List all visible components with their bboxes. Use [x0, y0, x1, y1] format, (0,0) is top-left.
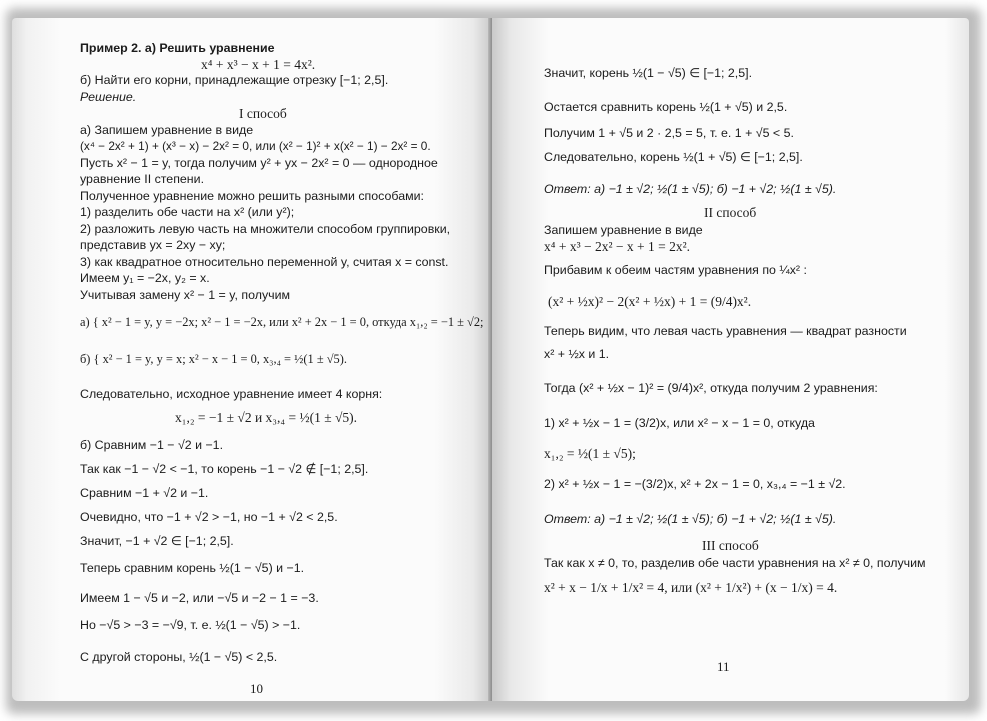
text-line: Но −√5 > −3 = −√9, т. е. ½(1 − √5) > −1. — [80, 618, 301, 632]
section-heading: III способ — [702, 538, 759, 553]
text-line: Очевидно, что −1 + √2 > −1, но −1 + √2 < 2,5. — [80, 510, 338, 524]
text-line: 2) x² + ½x − 1 = −(3/2)x, x² + 2x − 1 = 0, x₃,₄ = −1 ± √2. — [544, 477, 846, 491]
right-page — [492, 18, 969, 701]
text-line: Пусть x² − 1 = y, тогда получим y² + yx − 2x² = 0 — однородное — [80, 156, 438, 170]
text-line: Тогда (x² + ½x − 1)² = (9/4)x², откуда получим 2 уравнения: — [544, 381, 878, 395]
text-line: 1) x² + ½x − 1 = (3/2)x, или x² − x − 1 = 0, откуда — [544, 416, 815, 430]
example-title: Пример 2. а) Решить уравнение — [80, 41, 275, 55]
roots-line: x₁,₂ = −1 ± √2 и x₃,₄ = ½(1 ± √5). — [175, 410, 358, 425]
equation-line: x² + x − 1/x + 1/x² = 4, или (x² + 1/x²) + (x − 1/x) = 4. — [544, 580, 838, 595]
equation-line: (x⁴ − 2x² + 1) + (x³ − x) − 2x² = 0, или (x² − 1)² + x(x² − 1) − 2x² = 0. — [80, 139, 431, 153]
roots-line: x₁,₂ = ½(1 ± √5); — [544, 446, 636, 461]
page-number: 10 — [250, 681, 263, 696]
text-line: Следовательно, корень ½(1 + √5) ∈ [−1; 2,5]. — [544, 150, 803, 164]
text-line: Учитывая замену x² − 1 = y, получим — [80, 288, 291, 302]
text-line: Теперь сравним корень ½(1 − √5) и −1. — [80, 561, 305, 575]
text-line: 1) разделить обе части на x² (или y²); — [80, 205, 295, 219]
text-line: Сравним −1 + √2 и −1. — [80, 486, 209, 500]
text-line: Прибавим к обеим частям уравнения по ¼x² : — [544, 263, 807, 277]
text-line: Полученное уравнение можно решить разными способами: — [80, 189, 424, 203]
text-line: б) Найти его корни, принадлежащие отрезку [−1; 2,5]. — [80, 73, 389, 87]
equation-line: x⁴ + x³ − 2x² − x + 1 = 2x². — [544, 239, 691, 254]
answer-line: Ответ: а) −1 ± √2; ½(1 ± √5); б) −1 + √2; ½(1 ± √5). — [544, 182, 837, 196]
text-line: Следовательно, исходное уравнение имеет 4 корня: — [80, 387, 383, 401]
text-line: Имеем y₁ = −2x, y₂ = x. — [80, 271, 210, 285]
text-line: 2) разложить левую часть на множители способом группировки, — [80, 222, 451, 236]
text-line: Значит, корень ½(1 − √5) ∈ [−1; 2,5]. — [544, 66, 753, 80]
text-line: Так как −1 − √2 < −1, то корень −1 − √2 ∉ [−1; 2,5]. — [80, 462, 369, 476]
text-line: а) Запишем уравнение в виде — [80, 123, 254, 137]
system-a: а) { x² − 1 = y, y = −2x; x² − 1 = −2x, или x² + 2x − 1 = 0, откуда x₁,₂ = −1 ± √2; — [80, 315, 484, 329]
left-page — [12, 18, 492, 701]
text-line: уравнение II степени. — [80, 172, 205, 186]
page-number: 11 — [717, 659, 730, 674]
text-line: Запишем уравнение в виде — [544, 223, 703, 237]
text-line: Значит, −1 + √2 ∈ [−1; 2,5]. — [80, 534, 234, 548]
equation-line: (x² + ½x)² − 2(x² + ½x) + 1 = (9/4)x². — [548, 294, 752, 309]
text-line: x² + ½x и 1. — [544, 347, 610, 361]
text-line: б) Сравним −1 − √2 и −1. — [80, 438, 224, 452]
text-line: Имеем 1 − √5 и −2, или −√5 и −2 − 1 = −3. — [80, 591, 319, 605]
solution-label: Решение. — [80, 90, 137, 104]
system-b: б) { x² − 1 = y, y = x; x² − x − 1 = 0, x₃,₄ = ½(1 ± √5). — [80, 352, 347, 366]
text-line: 3) как квадратное относительно переменной y, считая x = const. — [80, 255, 449, 269]
section-heading: II способ — [704, 205, 757, 220]
text-line: Теперь видим, что левая часть уравнения — квадрат разности — [544, 324, 907, 338]
text-line: Так как x ≠ 0, то, разделив обе части уравнения на x² ≠ 0, получим — [544, 556, 926, 570]
answer-line: Ответ: а) −1 ± √2; ½(1 ± √5); б) −1 + √2; ½(1 ± √5). — [544, 512, 837, 526]
section-heading: I способ — [239, 106, 287, 121]
text-line: Остается сравнить корень ½(1 + √5) и 2,5. — [544, 100, 788, 114]
text-line: С другой стороны, ½(1 − √5) < 2,5. — [80, 650, 278, 664]
equation-line: x⁴ + x³ − x + 1 = 4x². — [201, 57, 316, 72]
text-line: представив yx = 2xy − xy; — [80, 238, 226, 252]
text-line: Получим 1 + √5 и 2 · 2,5 = 5, т. е. 1 + √5 < 5. — [544, 126, 794, 140]
